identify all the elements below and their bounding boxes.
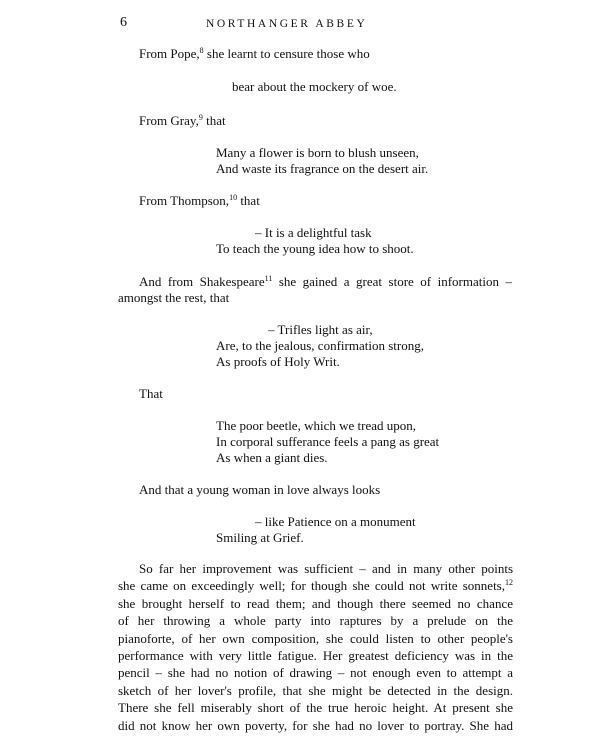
intro-pope-rest: she learnt to censure those who: [203, 46, 370, 61]
paragraph-line: sketch of her lover's profile, that she might be detected in the design.: [118, 682, 513, 698]
paragraph-line: There she fell miserably short of the true heroic height. At present she: [118, 700, 513, 716]
paragraph-line-text: she came on exceedingly well; for though she could not write sonnets,: [118, 578, 505, 594]
intro-gray: [139, 113, 226, 129]
prose-paragraph: [118, 560, 513, 734]
running-head: NORTHANGER ABBEY: [206, 18, 368, 30]
intro-thompson: [139, 193, 260, 209]
quote-thompson-line-2: To teach the young idea how to shoot.: [216, 241, 414, 256]
intro-thompson-text: From Thompson,: [139, 193, 230, 208]
footnote-ref-12: 12: [505, 578, 513, 588]
quote-love-line-2: Smiling at Grief.: [216, 530, 304, 545]
footnote-ref-8: 8: [199, 46, 204, 55]
intro-that: That: [139, 386, 163, 401]
quote-gray-line-1: Many a flower is born to blush unseen,: [216, 145, 419, 160]
paragraph-line: of her throwing a whole party into raptures by a prelude on the: [118, 613, 513, 629]
paragraph-line: performance with very little fatigue. Her greatest deficiency was in the: [118, 647, 513, 663]
paragraph-line: did not know her own poverty, for she had no lover to portray. She had: [118, 717, 513, 733]
intro-love: And that a young woman in love always looks: [139, 482, 381, 497]
quote-shakespeare-2-line-2: In corporal sufferance feels a pang as great: [216, 434, 440, 449]
intro-shakespeare-text: And from Shakespeare: [139, 274, 265, 289]
quote-shakespeare-1-line-2: Are, to the jealous, confirmation strong,: [216, 338, 424, 353]
quote-shakespeare-1-line-3: As proofs of Holy Writ.: [216, 354, 340, 369]
quote-shakespeare-2-line-1: The poor beetle, which we tread upon,: [216, 418, 416, 433]
quote-shakespeare-2-line-3: As when a giant dies.: [216, 450, 328, 465]
intro-shakespeare-line-1: [139, 274, 512, 290]
footnote-ref-10: 10: [229, 193, 238, 202]
intro-thompson-rest: that: [237, 193, 260, 208]
quote-thompson-line-1: – It is a delightful task: [255, 225, 372, 240]
paragraph-line: she brought herself to read them; and though there seemed no chance: [118, 595, 513, 611]
intro-pope: [139, 46, 370, 62]
paragraph-line: So far her improvement was sufficient – and in many other points: [139, 561, 513, 576]
footnote-ref-11: 11: [264, 274, 273, 283]
quote-love-line-1: – like Patience on a monument: [255, 514, 416, 529]
paragraph-line: pianoforte, of her own composition, she could listen to other people's: [118, 630, 513, 646]
footnote-ref-9: 9: [198, 113, 203, 122]
intro-shakespeare-line-2: amongst the rest, that: [118, 290, 230, 305]
page-number: 6: [120, 15, 127, 30]
quote-gray-line-2: And waste its fragrance on the desert air.: [216, 161, 429, 176]
intro-pope-text: From Pope,: [139, 46, 200, 61]
quote-shakespeare-1-line-1: – Trifles light as air,: [268, 322, 373, 337]
paragraph-line: pencil – she had no notion of drawing – not enough even to attempt a: [118, 665, 513, 681]
intro-gray-rest: that: [202, 113, 226, 128]
quote-pope: bear about the mockery of woe.: [232, 79, 397, 94]
paragraph-line: [118, 577, 513, 594]
intro-gray-text: From Gray,: [139, 113, 199, 128]
intro-shakespeare-rest: she gained a great store of information –: [272, 274, 512, 289]
